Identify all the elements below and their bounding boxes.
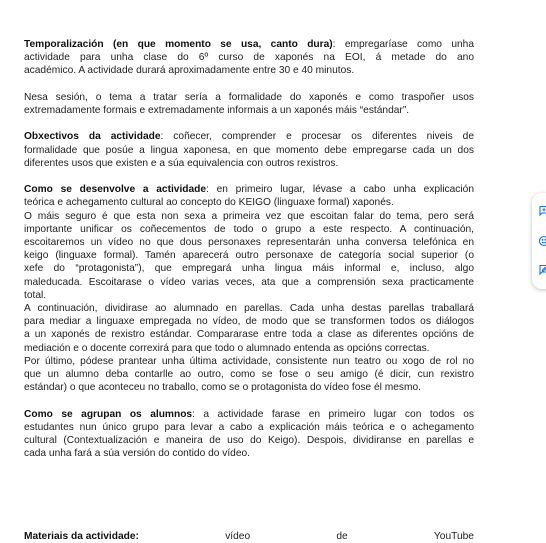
add-comment-icon[interactable] bbox=[538, 205, 546, 217]
label-materiais: Materiais da actividade: bbox=[24, 531, 139, 542]
emoji-icon[interactable] bbox=[538, 235, 546, 247]
document-body bbox=[24, 38, 474, 460]
label-desenvolvemento: Como se desenvolve a actividade bbox=[24, 184, 207, 196]
paragraph-desenvolvemento: Como se desenvolve a actividade: en primeiro lugar, lévase a cabo unha explicación teórica e achegamento cultural ao concepto do KEIGO (linguaxe formal) xaponés. O máis seguro é que esta non sexa a primeira vez que escoitan falar do tema, pero será importante unificar os coñecementos de todo o grupo a este respecto. A continuación, escoitaremos un vídeo no que dous personaxes representarán unha conversa telefónica en keigo (linguaxe formal). Tamén aparecerá outro personaxe de categoría social superior (o xefe do “protagonista”), que empregará unha lingua máis informal e, incluso, algo maleducada. Escoitarase o vídeo varias veces, ata que a comprensión sexa practicamente total. A continuación, dividirase ao alumnado en parellas. Cada unha destas parellas traballará para mediar a linguaxe empregada no vídeo, de modo que se transformen todos os diálogos a un xaponés de rexistro estándar. Compararase entre toda a clase as diferentes opcións de mediación e o docente correxirá para que todo o alumnado entenda as opcións correctas. Por último, pódese prantear unha última actividade, consistente nun teatro ou xogo de rol no que un alumno deba contarlle ao outro, como se fose o seu amigo (é dicir, cun rexistro estándar) o que aconteceu no traballo, como se o protagonista do vídeo fose él mesmo. bbox=[24, 184, 474, 394]
suggest-edit-icon[interactable] bbox=[538, 264, 546, 276]
paragraph-obxectivos: Obxectivos da actividade: coñecer, comprender e procesar os diferentes niveis de formalidade que posúe a lingua xaponesa, en que momento debe empregarse cada un dos diferentes usos que existen e a súa equivalencia con outros rexistros. bbox=[24, 131, 474, 169]
materiais-word-2: de bbox=[336, 531, 348, 542]
label-temporalizacion: Temporalización (en que momento se usa, canto dura) bbox=[24, 39, 333, 50]
materiais-word-1: vídeo bbox=[225, 531, 251, 542]
paragraph-materiais bbox=[24, 530, 474, 543]
side-action-panel bbox=[532, 193, 546, 289]
paragraph-temporalizacion: Temporalización (en que momento se usa, canto dura): empregaríase como unha actividade para unha clase do 6º curso de xaponés na EOI, á metade do ano académico. A actividade durará aproximadamente entre 30 e 40 minutos. bbox=[24, 39, 474, 77]
paragraph-sesion: Nesa sesión, o tema a tratar sería a formalidade do xaponés e como traspoñer usos extremadamente formais e extremadamente informais a un xaponés máis “estándar”. bbox=[24, 91, 474, 116]
paragraph-agrupamento: Como se agrupan os alumnos: a actividade farase en primeiro lugar con todos os estudantes nun único grupo para levar a cabo a explicación máis teórica e o achegamento cultural (Contextualización e maneira de uso do Keigo). Despois, dividiranse en parellas e cada unha fará a súa versión do contido do vídeo. bbox=[24, 408, 475, 460]
materiais-word-3: YouTube bbox=[433, 531, 474, 542]
label-obxectivos: Obxectivos da actividade bbox=[24, 131, 161, 143]
label-agrupamento: Como se agrupan os alumnos bbox=[24, 408, 193, 420]
